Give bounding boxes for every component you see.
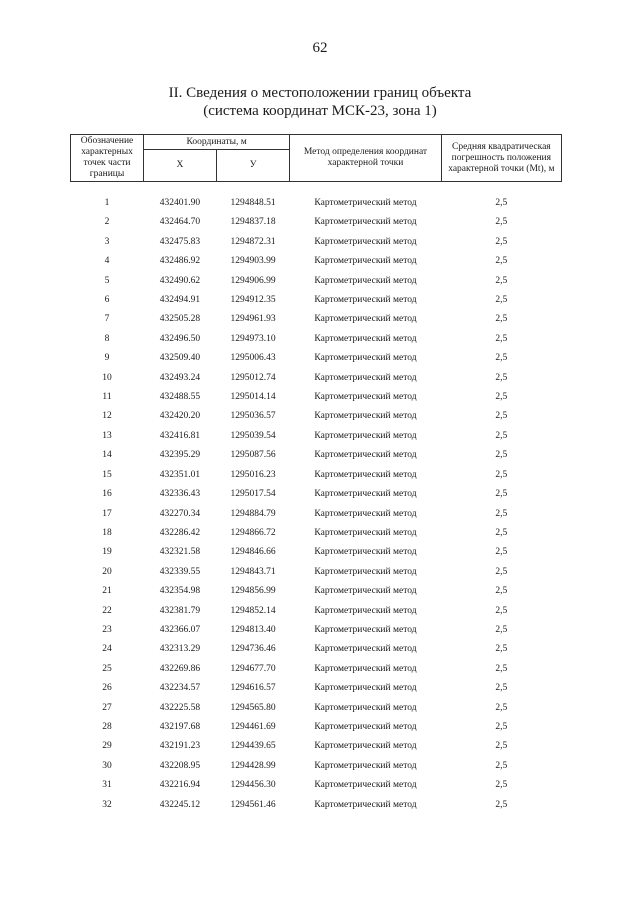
section-title	[0, 84, 640, 120]
header-mean-error: Средняя квадратическая погрешность положения характерной точки (Mt), м	[441, 135, 561, 182]
table-body	[71, 182, 562, 816]
cell-mean-error: 2,5	[495, 721, 508, 732]
cell-y: 1295036.57	[230, 411, 276, 422]
boundary-points-table	[70, 134, 562, 815]
cell-x: 432354.98	[159, 586, 201, 597]
cell-x: 432191.23	[159, 741, 201, 752]
cell-x: 432269.86	[159, 663, 201, 674]
cell-method: Картометрический метод	[314, 605, 417, 616]
cell-point-number: 13	[102, 430, 112, 441]
cell-mean-error: 2,5	[495, 663, 508, 674]
table-row	[71, 330, 562, 349]
cell-x: 432339.55	[159, 566, 201, 577]
cell-y: 1294884.79	[230, 508, 276, 519]
cell-point-number: 30	[102, 760, 112, 771]
cell-point-number: 5	[104, 275, 110, 286]
cell-x: 432416.81	[159, 430, 201, 441]
cell-point-number: 15	[102, 469, 112, 480]
table-row	[71, 621, 562, 640]
cell-method: Картометрический метод	[314, 721, 417, 732]
cell-mean-error: 2,5	[495, 489, 508, 500]
cell-mean-error: 2,5	[495, 702, 508, 713]
cell-x: 432401.90	[159, 198, 201, 208]
cell-y: 1295017.54	[230, 489, 276, 500]
header-y: У	[216, 150, 289, 182]
cell-method: Картометрический метод	[314, 198, 417, 208]
cell-method: Картометрический метод	[314, 333, 417, 344]
cell-x: 432351.01	[159, 469, 201, 480]
table-row	[71, 699, 562, 718]
cell-mean-error: 2,5	[495, 605, 508, 616]
cell-method: Картометрический метод	[314, 489, 417, 500]
cell-point-number: 23	[102, 624, 112, 635]
header-method: Метод определения координат характерной точки	[290, 135, 441, 182]
cell-y: 1294565.80	[230, 702, 276, 713]
table-row	[71, 310, 562, 329]
cell-mean-error: 2,5	[495, 236, 508, 247]
cell-y: 1294428.99	[230, 760, 276, 771]
cell-mean-error: 2,5	[495, 644, 508, 655]
cell-x: 432464.70	[159, 217, 201, 228]
cell-mean-error: 2,5	[495, 624, 508, 635]
cell-mean-error: 2,5	[495, 799, 508, 810]
cell-y: 1294973.10	[230, 333, 276, 344]
cell-method: Картометрический метод	[314, 741, 417, 752]
cell-mean-error: 2,5	[495, 392, 508, 403]
cell-x: 432496.50	[159, 333, 201, 344]
cell-x: 432494.91	[159, 295, 201, 306]
cell-mean-error: 2,5	[495, 780, 508, 791]
cell-point-number: 17	[102, 508, 112, 519]
table-row	[71, 505, 562, 524]
table-row	[71, 640, 562, 659]
cell-mean-error: 2,5	[495, 683, 508, 694]
cell-x: 432234.57	[159, 683, 201, 694]
cell-y: 1294848.51	[230, 198, 276, 208]
header-x: X	[144, 150, 217, 182]
cell-method: Картометрический метод	[314, 392, 417, 403]
cell-point-number: 24	[102, 644, 112, 655]
cell-x: 432366.07	[159, 624, 201, 635]
table-row	[71, 349, 562, 368]
cell-x: 432475.83	[159, 236, 201, 247]
table-row	[71, 796, 562, 815]
cell-method: Картометрический метод	[314, 256, 417, 267]
cell-point-number: 26	[102, 683, 112, 694]
cell-method: Картометрический метод	[314, 780, 417, 791]
table-row	[71, 252, 562, 271]
cell-method: Картометрический метод	[314, 624, 417, 635]
table-row	[71, 485, 562, 504]
cell-point-number: 12	[102, 411, 112, 422]
cell-mean-error: 2,5	[495, 353, 508, 364]
table-row	[71, 524, 562, 543]
cell-point-number: 22	[102, 605, 112, 616]
cell-method: Картометрический метод	[314, 236, 417, 247]
page-number: 62	[312, 40, 328, 56]
cell-mean-error: 2,5	[495, 760, 508, 771]
cell-y: 1294856.99	[230, 586, 276, 597]
table-row	[71, 291, 562, 310]
cell-mean-error: 2,5	[495, 275, 508, 286]
title-line-1: II. Сведения о местоположении границ объекта	[168, 85, 472, 101]
cell-point-number: 19	[102, 547, 112, 558]
cell-method: Картометрический метод	[314, 547, 417, 558]
cell-method: Картометрический метод	[314, 450, 417, 461]
cell-mean-error: 2,5	[495, 333, 508, 344]
table-row	[71, 679, 562, 698]
cell-method: Картометрический метод	[314, 508, 417, 519]
cell-mean-error: 2,5	[495, 586, 508, 597]
cell-point-number: 32	[102, 799, 112, 810]
cell-point-number: 14	[102, 450, 112, 461]
cell-mean-error: 2,5	[495, 566, 508, 577]
cell-point-number: 3	[104, 236, 110, 247]
cell-point-number: 18	[102, 527, 112, 538]
table-row	[71, 466, 562, 485]
cell-method: Картометрический метод	[314, 586, 417, 597]
cell-x: 432395.29	[159, 450, 201, 461]
cell-mean-error: 2,5	[495, 411, 508, 422]
cell-mean-error: 2,5	[495, 450, 508, 461]
table-row	[71, 233, 562, 252]
cell-mean-error: 2,5	[495, 430, 508, 441]
cell-y: 1294961.93	[230, 314, 276, 325]
cell-x: 432493.24	[159, 372, 201, 383]
cell-y: 1295087.56	[230, 450, 276, 461]
cell-y: 1295039.54	[230, 430, 276, 441]
cell-point-number: 2	[104, 217, 110, 228]
cell-y: 1295006.43	[230, 353, 276, 364]
cell-method: Картометрический метод	[314, 217, 417, 228]
cell-point-number: 25	[102, 663, 112, 674]
cell-y: 1294906.99	[230, 275, 276, 286]
cell-mean-error: 2,5	[495, 217, 508, 228]
cell-x: 432381.79	[159, 605, 201, 616]
cell-point-number: 28	[102, 721, 112, 732]
cell-method: Картометрический метод	[314, 353, 417, 364]
cell-point-number: 1	[104, 198, 110, 208]
cell-mean-error: 2,5	[495, 372, 508, 383]
cell-point-number: 4	[104, 256, 110, 267]
cell-point-number: 29	[102, 741, 112, 752]
cell-y: 1294866.72	[230, 527, 276, 538]
cell-mean-error: 2,5	[495, 314, 508, 325]
table-row	[71, 407, 562, 426]
cell-point-number: 20	[102, 566, 112, 577]
table-header	[71, 135, 562, 182]
cell-x: 432208.95	[159, 760, 201, 771]
cell-x: 432321.58	[159, 547, 201, 558]
header-row-top	[71, 135, 562, 150]
table-row	[71, 213, 562, 232]
cell-method: Картометрический метод	[314, 799, 417, 810]
cell-y: 1294461.69	[230, 721, 276, 732]
cell-y: 1294837.18	[230, 217, 276, 228]
cell-mean-error: 2,5	[495, 527, 508, 538]
cell-x: 432336.43	[159, 489, 201, 500]
cell-x: 432216.94	[159, 780, 201, 791]
cell-method: Картометрический метод	[314, 275, 417, 286]
cell-point-number: 21	[102, 586, 112, 597]
cell-x: 432509.40	[159, 353, 201, 364]
table-row	[71, 182, 562, 214]
cell-mean-error: 2,5	[495, 741, 508, 752]
table-row	[71, 369, 562, 388]
cell-method: Картометрический метод	[314, 702, 417, 713]
cell-y: 1294912.35	[230, 295, 276, 306]
table-row	[71, 718, 562, 737]
cell-y: 1294456.30	[230, 780, 276, 791]
cell-y: 1295012.74	[230, 372, 276, 383]
cell-x: 432490.62	[159, 275, 201, 286]
cell-mean-error: 2,5	[495, 547, 508, 558]
title-line-2: (система координат МСК-23, зона 1)	[203, 103, 437, 119]
cell-x: 432245.12	[159, 799, 201, 810]
cell-method: Картометрический метод	[314, 663, 417, 674]
cell-y: 1294846.66	[230, 547, 276, 558]
cell-point-number: 6	[104, 295, 110, 306]
header-coordinates: Координаты, м	[144, 135, 290, 150]
cell-mean-error: 2,5	[495, 295, 508, 306]
cell-y: 1294736.46	[230, 644, 276, 655]
cell-x: 432313.29	[159, 644, 201, 655]
cell-y: 1294852.14	[230, 605, 276, 616]
cell-x: 432286.42	[159, 527, 201, 538]
cell-method: Картометрический метод	[314, 411, 417, 422]
cell-y: 1295014.14	[230, 392, 276, 403]
table-row	[71, 388, 562, 407]
table-row	[71, 582, 562, 601]
header-point-designation: Обозначение характерных точек части границы	[71, 135, 144, 182]
cell-method: Картометрический метод	[314, 644, 417, 655]
cell-method: Картометрический метод	[314, 760, 417, 771]
cell-mean-error: 2,5	[495, 469, 508, 480]
cell-method: Картометрический метод	[314, 683, 417, 694]
table-row	[71, 563, 562, 582]
cell-x: 432505.28	[159, 314, 201, 325]
cell-x: 432486.92	[159, 256, 201, 267]
table-row	[71, 757, 562, 776]
table-row	[71, 660, 562, 679]
cell-method: Картометрический метод	[314, 527, 417, 538]
cell-point-number: 27	[102, 702, 112, 713]
cell-y: 1294561.46	[230, 799, 276, 810]
cell-y: 1294903.99	[230, 256, 276, 267]
cell-x: 432197.68	[159, 721, 201, 732]
cell-y: 1294616.57	[230, 683, 276, 694]
cell-point-number: 16	[102, 489, 112, 500]
cell-y: 1294813.40	[230, 624, 276, 635]
cell-y: 1294677.70	[230, 663, 276, 674]
cell-x: 432420.20	[159, 411, 201, 422]
table-row	[71, 543, 562, 562]
cell-method: Картометрический метод	[314, 314, 417, 325]
table-row	[71, 272, 562, 291]
cell-y: 1295016.23	[230, 469, 276, 480]
cell-mean-error: 2,5	[495, 508, 508, 519]
cell-mean-error: 2,5	[495, 256, 508, 267]
cell-x: 432488.55	[159, 392, 201, 403]
cell-point-number: 9	[104, 353, 110, 364]
cell-method: Картометрический метод	[314, 566, 417, 577]
table-row	[71, 446, 562, 465]
table-row	[71, 737, 562, 756]
cell-method: Картометрический метод	[314, 469, 417, 480]
cell-method: Картометрический метод	[314, 372, 417, 383]
cell-y: 1294843.71	[230, 566, 276, 577]
table-row	[71, 776, 562, 795]
cell-x: 432270.34	[159, 508, 201, 519]
cell-point-number: 10	[102, 372, 112, 383]
cell-y: 1294872.31	[230, 236, 276, 247]
cell-x: 432225.58	[159, 702, 201, 713]
cell-y: 1294439.65	[230, 741, 276, 752]
cell-method: Картометрический метод	[314, 295, 417, 306]
cell-method: Картометрический метод	[314, 430, 417, 441]
table-row	[71, 602, 562, 621]
table-row	[71, 427, 562, 446]
cell-point-number: 8	[104, 333, 110, 344]
cell-point-number: 11	[102, 392, 112, 403]
cell-point-number: 31	[102, 780, 112, 791]
cell-mean-error: 2,5	[495, 198, 508, 208]
cell-point-number: 7	[104, 314, 110, 325]
